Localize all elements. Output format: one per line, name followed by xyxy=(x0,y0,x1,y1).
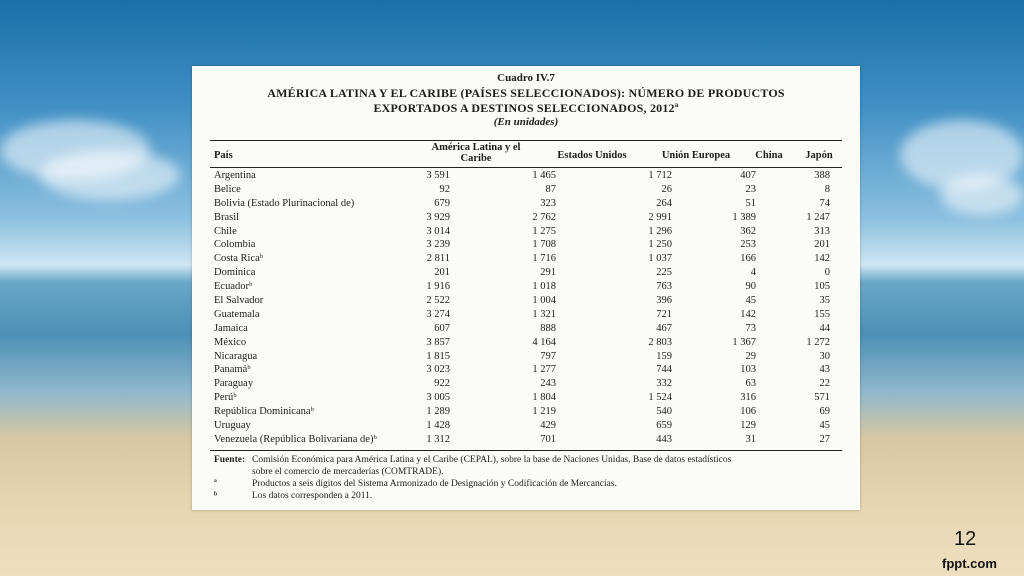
european-union-cell: 744 xyxy=(656,364,672,376)
country-cell: Paraguay xyxy=(214,378,254,390)
european-union-cell: 721 xyxy=(656,308,672,320)
united-states-cell: 1 321 xyxy=(532,308,556,320)
united-states-cell: 797 xyxy=(540,350,556,362)
col-header-latin-america: América Latina y el Caribe xyxy=(431,142,521,164)
country-cell: Nicaragua xyxy=(214,350,258,362)
japan-cell: 27 xyxy=(819,433,830,445)
table-row xyxy=(210,170,842,184)
latin-america-cell: 1 312 xyxy=(426,433,450,445)
table-row xyxy=(210,253,842,267)
european-union-cell: 443 xyxy=(656,433,672,445)
country-cell: Argentina xyxy=(214,170,256,181)
china-cell: 106 xyxy=(740,406,756,418)
col-header-european-union: Unión Europea xyxy=(661,150,731,161)
country-cell: Brasil xyxy=(214,211,240,223)
cloud-right-lower xyxy=(940,175,1024,215)
table-header xyxy=(210,142,842,168)
japan-cell: 201 xyxy=(814,239,830,251)
country-cell: Bolivia (Estado Plurinacional de) xyxy=(214,197,355,209)
col-header-united-states: Estados Unidos xyxy=(557,150,627,161)
united-states-cell: 323 xyxy=(540,197,556,209)
china-cell: 63 xyxy=(745,378,756,390)
col-header-country: País xyxy=(214,150,233,161)
china-cell: 51 xyxy=(745,197,756,209)
china-cell: 45 xyxy=(745,295,756,307)
china-cell: 103 xyxy=(740,364,756,376)
latin-america-cell: 3 239 xyxy=(426,239,450,251)
china-cell: 29 xyxy=(745,350,756,362)
col-header-japan: Japón xyxy=(805,150,833,161)
european-union-cell: 2 803 xyxy=(648,336,672,348)
european-union-cell: 159 xyxy=(656,350,672,362)
country-cell: Colombia xyxy=(214,239,256,251)
table-body xyxy=(210,170,842,448)
china-cell: 4 xyxy=(750,267,756,279)
european-union-cell: 467 xyxy=(656,322,672,334)
united-states-cell: 2 762 xyxy=(532,211,556,223)
latin-america-cell: 607 xyxy=(434,322,450,334)
european-union-cell: 1 524 xyxy=(648,392,672,404)
country-cell: Guatemala xyxy=(214,308,260,320)
china-cell: 166 xyxy=(740,253,756,265)
table-row xyxy=(210,309,842,323)
china-cell: 1 367 xyxy=(732,336,756,348)
japan-cell: 43 xyxy=(819,364,830,376)
table-row xyxy=(210,239,842,253)
table-row xyxy=(210,267,842,281)
table-row xyxy=(210,323,842,337)
japan-cell: 69 xyxy=(819,406,830,418)
slide-page-number: 12 xyxy=(954,528,977,550)
table-row xyxy=(210,184,842,198)
european-union-cell: 763 xyxy=(656,281,672,293)
cloud-left-lower xyxy=(40,150,180,200)
japan-cell: 45 xyxy=(819,420,830,432)
table-units: (En unidades) xyxy=(493,116,559,128)
japan-cell: 0 xyxy=(824,267,830,279)
united-states-cell: 1 018 xyxy=(532,281,556,293)
european-union-cell: 396 xyxy=(656,295,672,307)
table-row xyxy=(210,198,842,212)
united-states-cell: 1 277 xyxy=(532,364,556,376)
source-note xyxy=(214,454,844,466)
japan-cell: 1 247 xyxy=(806,211,830,223)
source-text: Comisión Económica para América Latina y el Caribe (CEPAL), sobre la base de Naciones Unidas, Base de datos estadísticos xyxy=(252,455,732,465)
china-cell: 407 xyxy=(740,170,756,181)
latin-america-cell: 201 xyxy=(434,267,450,279)
latin-america-cell: 1 916 xyxy=(426,281,450,293)
latin-america-cell: 92 xyxy=(439,183,450,195)
japan-cell: 8 xyxy=(824,183,830,195)
european-union-cell: 225 xyxy=(656,267,672,279)
european-union-cell: 1 296 xyxy=(648,225,672,237)
china-cell: 23 xyxy=(745,183,756,195)
japan-cell: 105 xyxy=(814,281,830,293)
latin-america-cell: 3 929 xyxy=(426,211,450,223)
country-cell: El Salvador xyxy=(214,295,264,307)
table-row xyxy=(210,337,842,351)
top-rule xyxy=(210,140,842,141)
table-row xyxy=(210,226,842,240)
japan-cell: 1 272 xyxy=(806,336,830,348)
china-cell: 73 xyxy=(745,322,756,334)
table-row xyxy=(210,406,842,420)
table-row xyxy=(210,434,842,448)
united-states-cell: 1 275 xyxy=(532,225,556,237)
source-note-cont: sobre el comercio de mercaderías (COMTRADE). xyxy=(252,467,444,477)
china-cell: 31 xyxy=(745,433,756,445)
footnote-b xyxy=(214,490,844,502)
china-cell: 1 389 xyxy=(732,211,756,223)
latin-america-cell: 1 289 xyxy=(426,406,450,418)
latin-america-cell: 3 274 xyxy=(426,308,450,320)
table-row xyxy=(210,392,842,406)
european-union-cell: 659 xyxy=(656,420,672,432)
brand-label: fppt.com xyxy=(942,556,997,571)
china-cell: 362 xyxy=(740,225,756,237)
country-cell: Perúᵇ xyxy=(214,392,237,404)
japan-cell: 35 xyxy=(819,295,830,307)
latin-america-cell: 3 857 xyxy=(426,336,450,348)
japan-cell: 388 xyxy=(814,170,830,181)
country-cell: Belice xyxy=(214,183,241,195)
table-image-card xyxy=(192,66,860,510)
table-title-line2: EXPORTADOS A DESTINOS SELECCIONADOS, 2012ª xyxy=(373,101,679,115)
footnote-b-label: ᵇ xyxy=(214,491,218,501)
china-cell: 253 xyxy=(740,239,756,251)
united-states-cell: 888 xyxy=(540,322,556,334)
latin-america-cell: 3 005 xyxy=(426,392,450,404)
latin-america-cell: 679 xyxy=(434,197,450,209)
country-cell: Uruguay xyxy=(214,420,251,432)
japan-cell: 313 xyxy=(814,225,830,237)
japan-cell: 22 xyxy=(819,378,830,390)
european-union-cell: 264 xyxy=(656,197,672,209)
latin-america-cell: 2 811 xyxy=(426,253,450,265)
latin-america-cell: 2 522 xyxy=(426,295,450,307)
footnote-a xyxy=(214,478,844,490)
col-header-china: China xyxy=(755,150,783,161)
united-states-cell: 1 804 xyxy=(532,392,556,404)
united-states-cell: 1 219 xyxy=(532,406,556,418)
table-code: Cuadro IV.7 xyxy=(497,72,555,84)
country-cell: República Dominicanaᵇ xyxy=(214,406,314,418)
china-cell: 142 xyxy=(740,308,756,320)
japan-cell: 571 xyxy=(814,392,830,404)
latin-america-cell: 1 428 xyxy=(426,420,450,432)
china-cell: 90 xyxy=(745,281,756,293)
japan-cell: 155 xyxy=(814,308,830,320)
table-notes xyxy=(214,454,844,502)
table-row xyxy=(210,281,842,295)
united-states-cell: 1 708 xyxy=(532,239,556,251)
table-row xyxy=(210,420,842,434)
country-cell: Panamáᵇ xyxy=(214,364,251,376)
united-states-cell: 291 xyxy=(540,267,556,279)
united-states-cell: 4 164 xyxy=(532,336,556,348)
latin-america-cell: 3 014 xyxy=(426,225,450,237)
china-cell: 129 xyxy=(740,420,756,432)
footnote-b-text: Los datos corresponden a 2011. xyxy=(252,491,373,501)
country-cell: Chile xyxy=(214,225,237,237)
source-label: Fuente: xyxy=(214,455,246,465)
latin-america-cell: 922 xyxy=(434,378,450,390)
table-row xyxy=(210,295,842,309)
header-rule xyxy=(210,167,842,168)
japan-cell: 30 xyxy=(819,350,830,362)
united-states-cell: 87 xyxy=(545,183,556,195)
united-states-cell: 701 xyxy=(540,433,556,445)
european-union-cell: 26 xyxy=(661,183,672,195)
table-row xyxy=(210,364,842,378)
united-states-cell: 1 716 xyxy=(532,253,556,265)
japan-cell: 44 xyxy=(819,322,830,334)
european-union-cell: 540 xyxy=(656,406,672,418)
country-cell: Venezuela (República Bolivariana de)ᵇ xyxy=(214,433,377,445)
table-title-line1: AMÉRICA LATINA Y EL CARIBE (PAÍSES SELECCIONADOS): NÚMERO DE PRODUCTOS xyxy=(267,86,785,100)
table-row xyxy=(210,351,842,365)
united-states-cell: 1 004 xyxy=(532,295,556,307)
european-union-cell: 1 712 xyxy=(648,170,672,181)
united-states-cell: 1 465 xyxy=(532,170,556,181)
european-union-cell: 332 xyxy=(656,378,672,390)
country-cell: Ecuadorᵇ xyxy=(214,281,253,293)
country-cell: Jamaica xyxy=(214,322,248,334)
table-row xyxy=(210,212,842,226)
european-union-cell: 2 991 xyxy=(648,211,672,223)
latin-america-cell: 1 815 xyxy=(426,350,450,362)
table-row xyxy=(210,378,842,392)
country-cell: Costa Ricaᵇ xyxy=(214,253,264,265)
japan-cell: 74 xyxy=(819,197,830,209)
united-states-cell: 243 xyxy=(540,378,556,390)
latin-america-cell: 3 591 xyxy=(426,170,450,181)
footnote-a-text: Productos a seis dígitos del Sistema Armonizado de Designación y Codificación de Mercancías. xyxy=(252,479,617,489)
european-union-cell: 1 037 xyxy=(648,253,672,265)
country-cell: Dominica xyxy=(214,267,256,279)
latin-america-cell: 3 023 xyxy=(426,364,450,376)
china-cell: 316 xyxy=(740,392,756,404)
european-union-cell: 1 250 xyxy=(648,239,672,251)
united-states-cell: 429 xyxy=(540,420,556,432)
japan-cell: 142 xyxy=(814,253,830,265)
footnote-a-label: ª xyxy=(214,479,217,489)
country-cell: México xyxy=(214,336,247,348)
bottom-rule xyxy=(210,450,842,451)
